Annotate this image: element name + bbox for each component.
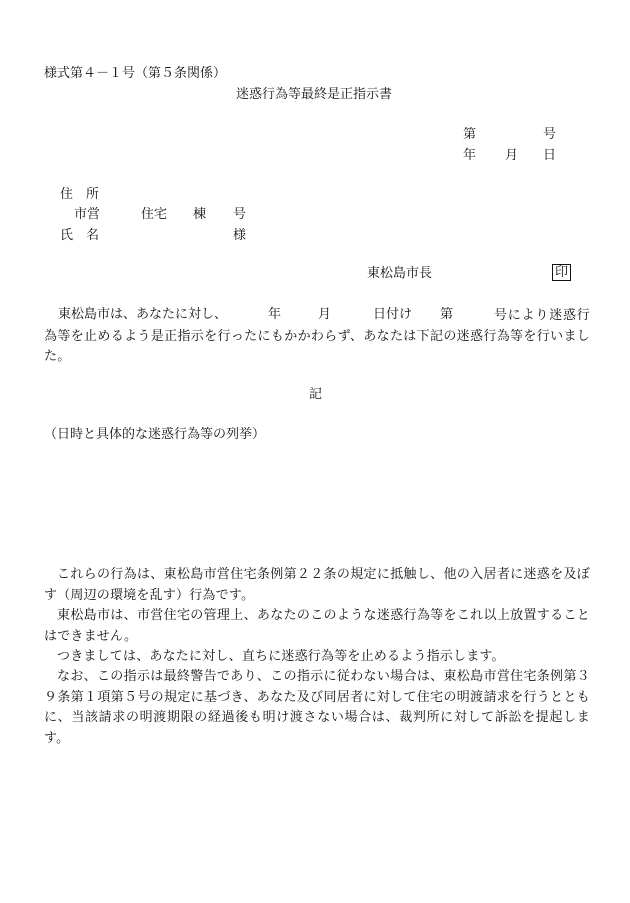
address-jutaku: 住宅 (141, 207, 168, 222)
intro-prefix: 東松島市は、あなたに対し、 (58, 307, 228, 322)
body-paragraph-1: これらの行為は、東松島市営住宅条例第２２条の規定に抵触し、他の入居者に迷惑を及ぼす（周辺の環境を乱す）行為です。 (44, 567, 590, 603)
intro-dai: 第 (440, 307, 454, 322)
form-number: 様式第４－１号（第５条関係） (44, 66, 227, 81)
doc-number-dai: 第 (463, 127, 477, 142)
violation-list-placeholder: （日時と具体的な迷惑行為等の列挙） (44, 427, 266, 442)
body-paragraph-3: つきましては、あなたに対し、直ちに迷惑行為等を止めるよう指示します。 (57, 649, 505, 664)
ki-heading: 記 (309, 387, 323, 402)
name-sama: 様 (233, 228, 247, 243)
address-mune: 棟 (193, 207, 207, 222)
date-month: 月 (505, 148, 519, 163)
doc-number-go: 号 (543, 127, 557, 142)
issuer-name: 東松島市長 (367, 266, 433, 281)
document-title: 迷惑行為等最終是正指示書 (236, 87, 393, 102)
date-day: 日 (543, 148, 557, 163)
intro-year: 年 (268, 307, 282, 322)
body-paragraph-4: なお、この指示は最終警告であり、この指示に従わない場合は、東松島市営住宅条例第３９条第１項第５号の規定に基づき、あなた及び同居者に対して住宅の明渡請求を行うとともに、当該請求の明渡期限の経過後も明け渡さない場合は、裁判所に対して訴訟を提起します。 (44, 669, 590, 746)
seal-text: 印 (552, 264, 571, 281)
intro-suffix: 号により迷惑行為等を止めるよう是正指示を行ったにもかかわらず、あなたは下記の迷惑行為等を行いました。 (44, 308, 590, 364)
address-shiei: 市営 (74, 207, 101, 222)
address-go: 号 (233, 207, 247, 222)
seal-mark (552, 264, 571, 281)
body-paragraph-2: 東松島市は、市営住宅の管理上、あなたのこのような迷惑行為等をこれ以上放置することはできません。 (44, 608, 590, 644)
intro-month: 月 (318, 307, 332, 322)
date-year: 年 (463, 148, 477, 163)
intro-hizuke: 日付け (373, 307, 413, 322)
address-label: 住 所 (60, 187, 100, 202)
name-label: 氏 名 (60, 228, 100, 243)
